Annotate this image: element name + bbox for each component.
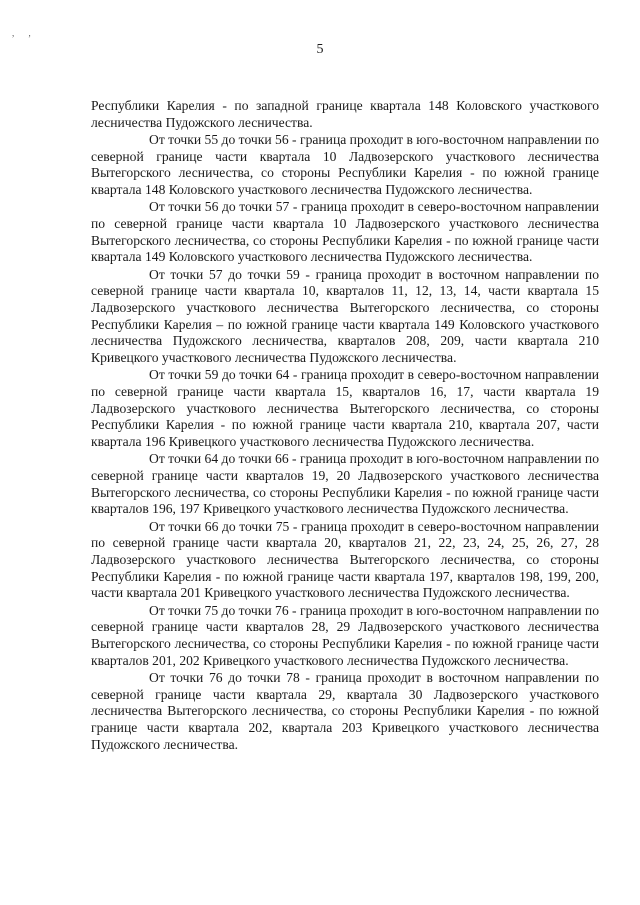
paragraph-2: От точки 55 до точки 56 - граница проходит в юго-восточном направлении по северной границе части квартала 10 Ладвозерского участкового лесничества Вытегорского лесничества, со стороны Республики Карелия - по южной границе квартала 148 Коловского участкового лесничества Пудожского лесничества.: [91, 131, 599, 198]
page-number: 5: [316, 42, 324, 57]
scan-artifact-marks: , ,: [12, 28, 37, 38]
paragraph-8: От точки 75 до точки 76 - граница проходит в юго-восточном направлении по северной границе части кварталов 28, 29 Ладвозерского участкового лесничества Вытегорского лесничества, со стороны Республики Карелия - по южной границе части кварталов 201, 202 Кривецкого участкового лесничества Пудожского лесничества.: [91, 602, 599, 668]
paragraph-1: Республики Карелия - по западной границе квартала 148 Коловского участкового лесничества Пудожского лесничества.: [91, 98, 599, 130]
paragraph-4: От точки 57 до точки 59 - граница проходит в восточном направлении по северной границе части квартала 10, кварталов 11, 12, 13, 14, части квартала 15 Ладвозерского участкового лесничества Вытегорского лесничества, со стороны Республики Карелия – по южной границе части квартала 149 Коловского участкового лесничества Пудожского лесничества, кварталов 208, 209, части квартала 210 Кривецкого участкового лесничества Пудожского лесничества.: [91, 266, 599, 366]
document-body: [91, 98, 599, 754]
paragraph-7: От точки 66 до точки 75 - граница проходит в северо-восточном направлении по северной границе части квартала 20, кварталов 21, 22, 23, 24, 25, 26, 27, 28 Ладвозерского участкового лесничества Вытегорского лесничества, со стороны Республики Карелия - по южной границе части квартала 197, кварталов 198, 199, 200, части квартала 201 Кривецкого участкового лесничества Пудожского лесничества.: [91, 518, 599, 601]
paragraph-9: От точки 76 до точки 78 - граница проходит в восточном направлении по северной границе части квартала 29, квартала 30 Ладвозерского участкового лесничества Вытегорского лесничества, со стороны Республики Карелия - по южной границе части квартала 202, квартала 203 Кривецкого участкового лесничества Пудожского лесничества.: [91, 669, 599, 752]
paragraph-3: От точки 56 до точки 57 - граница проходит в северо-восточном направлении по северной границе части квартала 10 Ладвозерского участкового лесничества Вытегорского лесничества, со стороны Республики Карелия - по южной границе части квартала 149 Коловского участкового лесничества Пудожского лесничества.: [91, 199, 599, 265]
paragraph-6: От точки 64 до точки 66 - граница проходит в юго-восточном направлении по северной границе части кварталов 19, 20 Ладвозерского участкового лесничества Вытегорского лесничества, со стороны Республики Карелия - по южной границе части кварталов 196, 197 Кривецкого участкового лесничества Пудожского лесничества.: [91, 451, 599, 517]
paragraph-5: От точки 59 до точки 64 - граница проходит в северо-восточном направлении по северной границе части квартала 15, кварталов 16, 17, части квартала 19 Ладвозерского участкового лесничества Вытегорского лесничества, со стороны Республики Карелия - по южной границе части квартала 210, квартала 207, части квартала 196 Кривецкого участкового лесничества Пудожского лесничества.: [91, 367, 599, 450]
